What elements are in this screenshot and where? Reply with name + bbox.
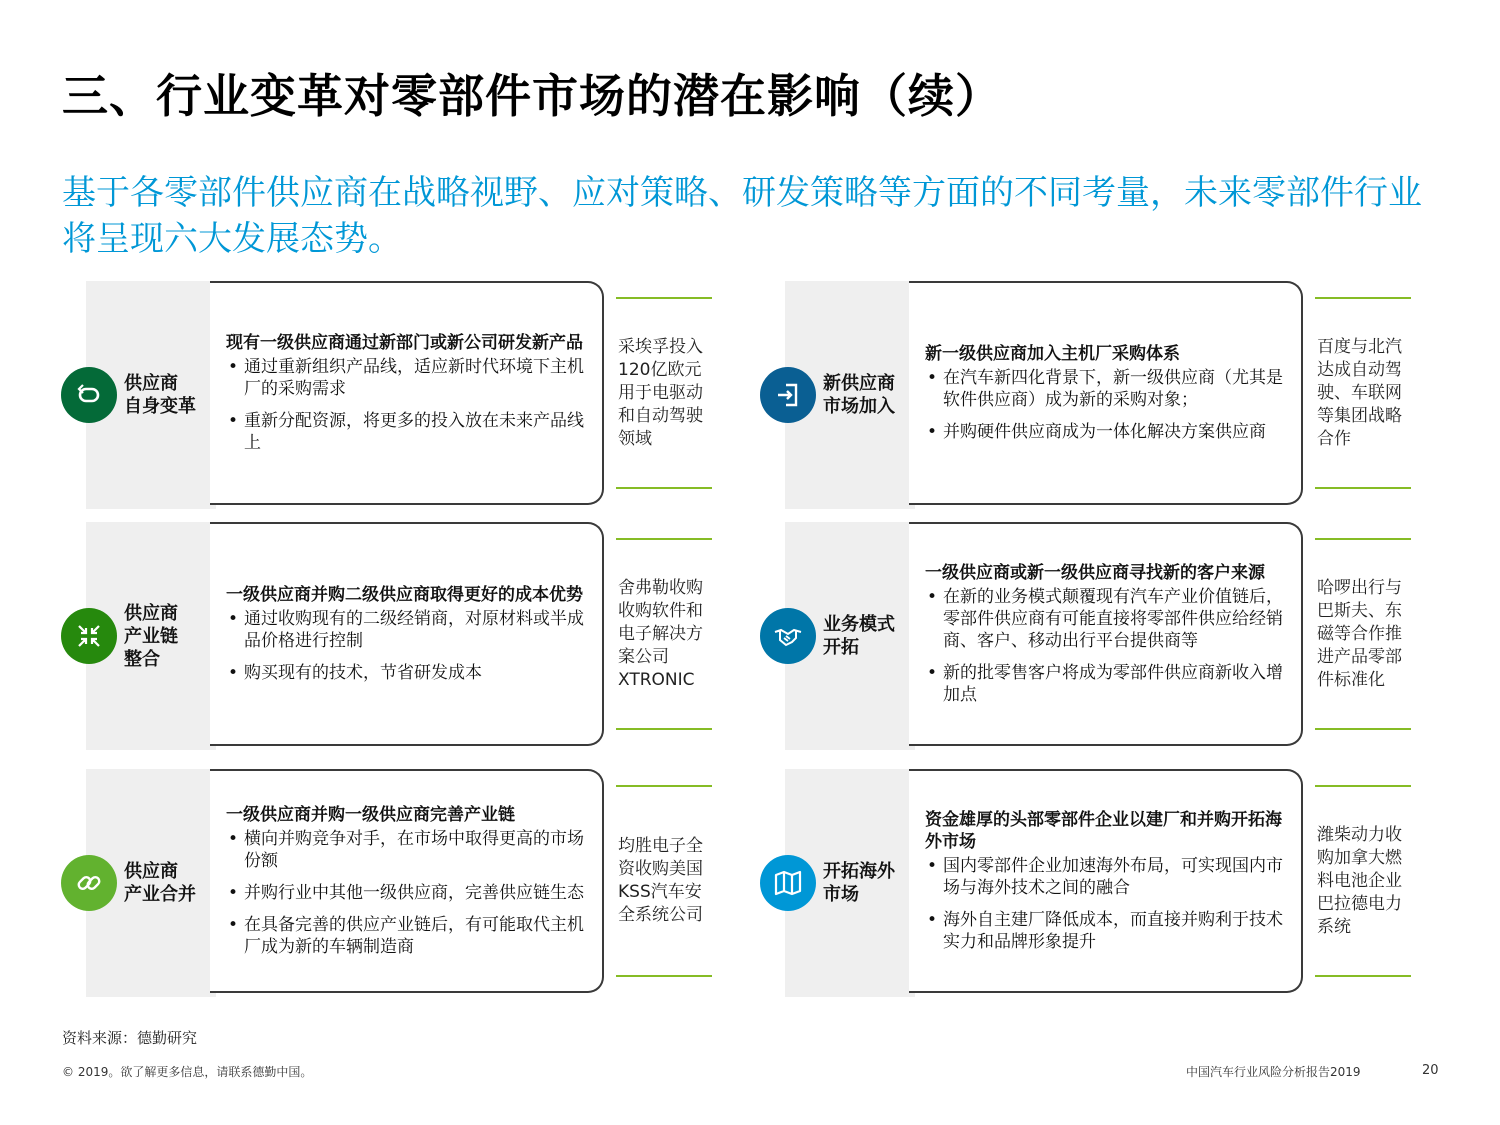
source-note: 资料来源：德勤研究 [62,1029,198,1047]
card-heading: 资金雄厚的头部零部件企业以建厂和并购开拓海外市场 [925,810,1282,852]
card-overseas-expansion [785,769,1411,997]
card-content [909,281,1303,505]
page-subtitle: 基于各零部件供应商在战略视野、应对策略、研发策略等方面的不同考量，未来零部件行业将呈现六大发展态势。 [62,173,1422,259]
page-number: 20 [1422,1063,1439,1078]
card-example [616,538,712,730]
handshake-icon [760,608,816,664]
card-bullet: • 并购行业中其他一级供应商，完善供应链生态 [226,882,584,904]
card-example [616,785,712,977]
card-example [1315,785,1411,977]
card-content [909,522,1303,746]
card-example-text: 均胜电子全资收购美国KSS汽车安全系统公司 [618,836,703,925]
card-new-supplier-entry [785,281,1411,509]
card-heading: 一级供应商或新一级供应商寻找新的客户来源 [925,563,1265,583]
page-title: 三、行业变革对零部件市场的潜在影响（续） [62,69,1002,123]
card-bullet: • 重新分配资源，将更多的投入放在未来产品线上 [226,410,584,454]
card-bullet: • 通过重新组织产品线，适应新时代环境下主机厂的采购需求 [226,356,584,400]
card-supplier-merger [86,769,712,997]
card-content [210,769,604,993]
card-example-text: 采埃孚投入120亿欧元用于电驱动和自动驾驶领域 [618,336,703,449]
card-example-text: 百度与北汽达成自动驾驶、车联网等集团战略合作 [1317,336,1402,449]
report-name-footer: 中国汽车行业风险分析报告2019 [1186,1065,1361,1079]
card-heading: 现有一级供应商通过新部门或新公司研发新产品 [226,333,583,353]
card-example [616,297,712,489]
card-supplier-self-transformation [86,281,712,509]
card-label: 业务模式 开拓 [823,614,895,658]
card-example-text: 潍柴动力收购加拿大燃料电池企业巴拉德电力系统 [1317,824,1402,937]
card-label: 供应商 产业合并 [124,861,196,905]
card-bullet: • 横向并购竞争对手，在市场中取得更高的市场份额 [226,828,584,872]
card-example-text: 舍弗勒收购收购软件和电子解决方案公司XTRONIC [618,577,703,690]
card-heading: 一级供应商并购一级供应商完善产业链 [226,805,515,825]
card-bullet: • 购买现有的技术，节省研发成本 [226,662,584,684]
card-bullet: • 海外自主建厂降低成本，而直接并购利于技术实力和品牌形象提升 [925,909,1283,953]
card-bullet: • 在新的业务模式颠覆现有汽车产业价值链后，零部件供应商有可能直接将零部件供应给经销商、客户、移动出行平台提供商等 [925,586,1283,652]
enter-icon [760,367,816,423]
card-bullet: • 新的批零售客户将成为零部件供应商新收入增加点 [925,662,1283,706]
map-icon [760,855,816,911]
card-content [210,281,604,505]
card-heading: 一级供应商并购二级供应商取得更好的成本优势 [226,585,583,605]
card-example [1315,297,1411,489]
card-label: 供应商 产业链 整合 [124,602,178,670]
card-example [1315,538,1411,730]
card-label: 供应商 自身变革 [124,373,196,417]
card-supply-chain-integration [86,522,712,750]
card-bullet: • 通过收购现有的二级经销商，对原材料或半成品价格进行控制 [226,608,584,652]
card-bullet: • 在具备完善的供应产业链后，有可能取代主机厂成为新的车辆制造商 [226,914,584,958]
card-heading: 新一级供应商加入主机厂采购体系 [925,344,1180,364]
card-business-model-expansion [785,522,1411,750]
card-bullet: • 国内零部件企业加速海外布局，可实现国内市场与海外技术之间的融合 [925,855,1283,899]
copyright-footer: © 2019。欲了解更多信息，请联系德勤中国。 [62,1065,313,1079]
card-content [210,522,604,746]
refresh-icon [61,367,117,423]
card-bullet: • 在汽车新四化背景下，新一级供应商（尤其是软件供应商）成为新的采购对象； [925,367,1283,411]
card-label: 新供应商 市场加入 [823,373,895,417]
card-bullet: • 并购硬件供应商成为一体化解决方案供应商 [925,421,1283,443]
compress-icon [61,608,117,664]
card-content [909,769,1303,993]
card-example-text: 哈啰出行与巴斯夫、东磁等合作推进产品零部件标准化 [1317,577,1402,690]
link-icon [61,855,117,911]
card-label: 开拓海外 市场 [823,861,895,905]
